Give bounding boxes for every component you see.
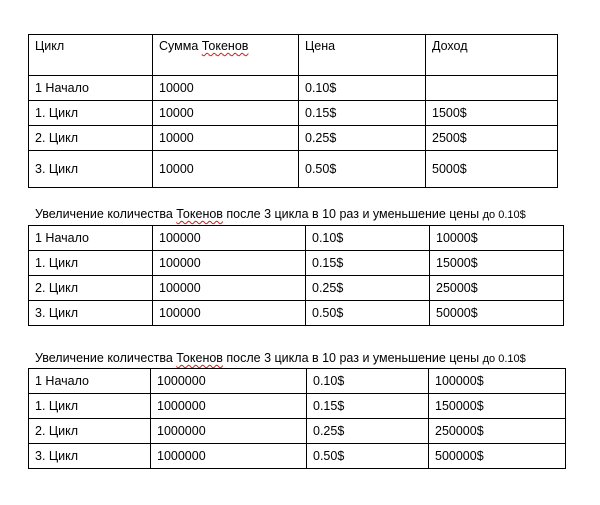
cell-token-sum: 1000000 [151, 394, 307, 419]
cell-price: 0.10$ [299, 76, 426, 101]
caption-text-after: после 3 цикла в 10 раз и уменьшение цены [222, 351, 483, 365]
cell-token-sum: 1000000 [151, 419, 307, 444]
table-row [29, 226, 564, 251]
caption-text-small: до 0.10$ [482, 353, 526, 365]
cell-token-sum: 100000 [153, 226, 306, 251]
table-row [29, 369, 566, 394]
cell-income: 150000$ [429, 394, 566, 419]
cell-price: 0.10$ [307, 369, 429, 394]
cell-cycle: 2. Цикл [29, 126, 153, 151]
cell-token-sum: 1000000 [151, 444, 307, 469]
cell-cycle: 1 Начало [29, 76, 153, 101]
table-row [29, 444, 566, 469]
table-row [29, 76, 558, 101]
cell-price: 0.15$ [306, 251, 430, 276]
header-flagged-word: Токенов [201, 39, 249, 53]
cell-cycle: 1. Цикл [29, 101, 153, 126]
cell-price: 0.50$ [307, 444, 429, 469]
header-cell-income: Доход [426, 35, 558, 76]
header-cell-token-sum [153, 35, 299, 76]
cell-income: 25000$ [430, 276, 564, 301]
table-row [29, 276, 564, 301]
cell-token-sum: 10000 [153, 126, 299, 151]
cell-income: 500000$ [429, 444, 566, 469]
table-row [29, 301, 564, 326]
cell-cycle: 2. Цикл [29, 419, 151, 444]
cell-income: 1500$ [426, 101, 558, 126]
table-row [29, 251, 564, 276]
table-header-row [29, 35, 558, 76]
cell-cycle: 1 Начало [29, 369, 151, 394]
table-row [29, 419, 566, 444]
caption-text-before: Увеличение количества [35, 351, 177, 365]
caption-text-before: Увеличение количества [35, 207, 177, 221]
cell-token-sum: 10000 [153, 101, 299, 126]
cell-price: 0.15$ [299, 101, 426, 126]
caption-text-small: до 0.10$ [482, 209, 526, 221]
table-token-cycles-2 [28, 225, 564, 326]
cell-cycle: 2. Цикл [29, 276, 153, 301]
cell-token-sum: 1000000 [151, 369, 307, 394]
cell-price: 0.50$ [306, 301, 430, 326]
cell-income: 15000$ [430, 251, 564, 276]
cell-cycle: 3. Цикл [29, 444, 151, 469]
cell-price: 0.50$ [299, 151, 426, 188]
cell-income [426, 76, 558, 101]
cell-cycle: 1 Начало [29, 226, 153, 251]
header-token-sum-text [159, 39, 248, 53]
cell-income: 2500$ [426, 126, 558, 151]
cell-income: 5000$ [426, 151, 558, 188]
cell-price: 0.25$ [299, 126, 426, 151]
cell-income: 50000$ [430, 301, 564, 326]
cell-token-sum: 100000 [153, 301, 306, 326]
table-row [29, 101, 558, 126]
cell-price: 0.25$ [307, 419, 429, 444]
header-cell-cycle: Цикл [29, 35, 153, 76]
caption-flagged-word: Токенов [176, 207, 223, 221]
caption-increase-tokens-1 [35, 207, 526, 221]
table-row [29, 151, 558, 188]
table-token-cycles-3 [28, 368, 566, 469]
cell-cycle: 1. Цикл [29, 394, 151, 419]
cell-price: 0.15$ [307, 394, 429, 419]
cell-token-sum: 10000 [153, 76, 299, 101]
header-cell-price: Цена [299, 35, 426, 76]
table-row [29, 126, 558, 151]
cell-cycle: 3. Цикл [29, 301, 153, 326]
table-row [29, 394, 566, 419]
cell-income: 250000$ [429, 419, 566, 444]
cell-cycle: 3. Цикл [29, 151, 153, 188]
cell-price: 0.10$ [306, 226, 430, 251]
table-token-cycles-1 [28, 34, 558, 188]
cell-token-sum: 100000 [153, 251, 306, 276]
cell-cycle: 1. Цикл [29, 251, 153, 276]
caption-flagged-word: Токенов [176, 351, 223, 365]
caption-text-after: после 3 цикла в 10 раз и уменьшение цены [222, 207, 483, 221]
cell-income: 100000$ [429, 369, 566, 394]
cell-income: 10000$ [430, 226, 564, 251]
cell-token-sum: 10000 [153, 151, 299, 188]
header-token-sum-label: Сумма Токенов [159, 39, 249, 53]
caption-increase-tokens-2 [35, 351, 526, 365]
cell-price: 0.25$ [306, 276, 430, 301]
cell-token-sum: 100000 [153, 276, 306, 301]
